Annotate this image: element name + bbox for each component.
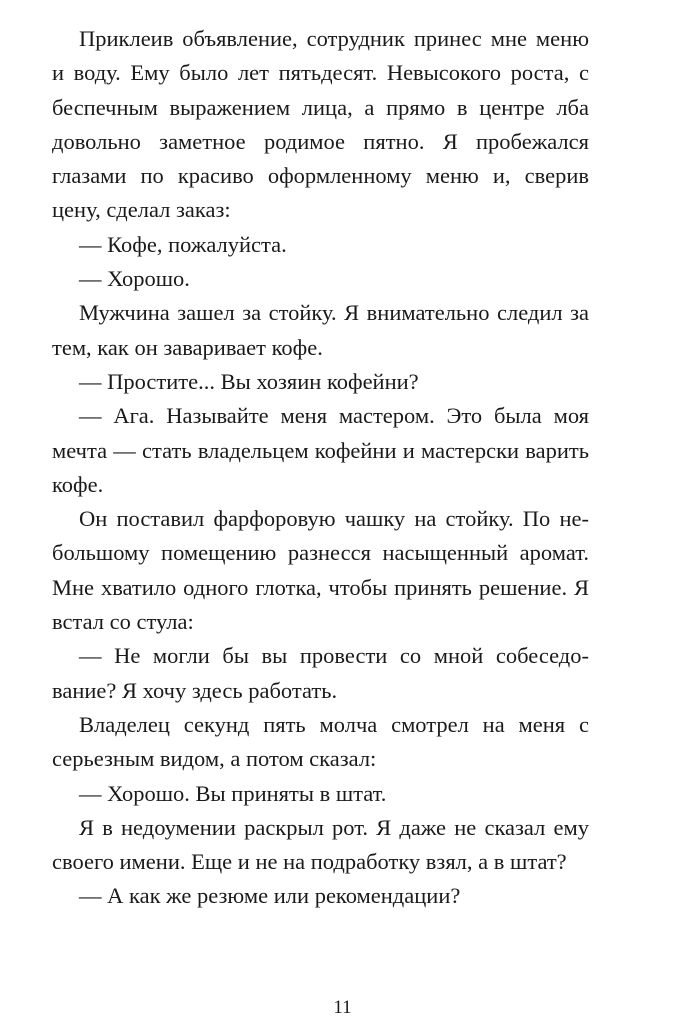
dialogue-line-5: — Не могли бы вы провести со мной собеседование? Я хочу здесь работать.: [52, 643, 589, 703]
page-number: 11: [333, 997, 352, 1018]
book-page: [52, 22, 589, 914]
paragraph-5: Я в недоумении раскрыл рот. Я даже не сказал ему своего имени. Еще и не на подработку взял, а в штат?: [52, 814, 589, 875]
body-text: [52, 22, 589, 914]
dialogue-line-2: — Хорошо.: [79, 266, 190, 292]
paragraph-2: Мужчина зашел за стойку. Я внимательно следил за тем, как он заваривает кофе.: [52, 300, 589, 360]
paragraph-3: Он поставил фарфоровую чашку на стойку. По небольшому помещению разнесся насыщенный аромат. Мне хватило одного глотка, чтобы принять решение. Я встал со стула:: [52, 506, 589, 635]
dialogue-line-3: — Простите... Вы хозяин кофейни?: [79, 368, 419, 394]
dialogue-line-7: — А как же резюме или рекомендации?: [79, 883, 461, 909]
dialogue-line-6: — Хорошо. Вы приняты в штат.: [79, 780, 387, 806]
paragraph-1: Приклеив объявление, сотрудник принес мне меню и воду. Ему было лет пятьдесят. Невысокого роста, с беспечным выражением лица, а прямо в центре лба довольно заметное родимое пятно. Я пробежался глазами по красиво оформленному меню и, сверив цену, сделал заказ:: [52, 26, 589, 223]
dialogue-line-4: — Ага. Называйте меня мастером. Это была моя мечта — стать владельцем кофейни и мастерски варить кофе.: [52, 403, 589, 497]
paragraph-4: Владелец секунд пять молча смотрел на меня с серьезным видом, а потом сказал:: [52, 711, 589, 772]
dialogue-line-1: — Кофе, пожалуйста.: [79, 231, 287, 257]
